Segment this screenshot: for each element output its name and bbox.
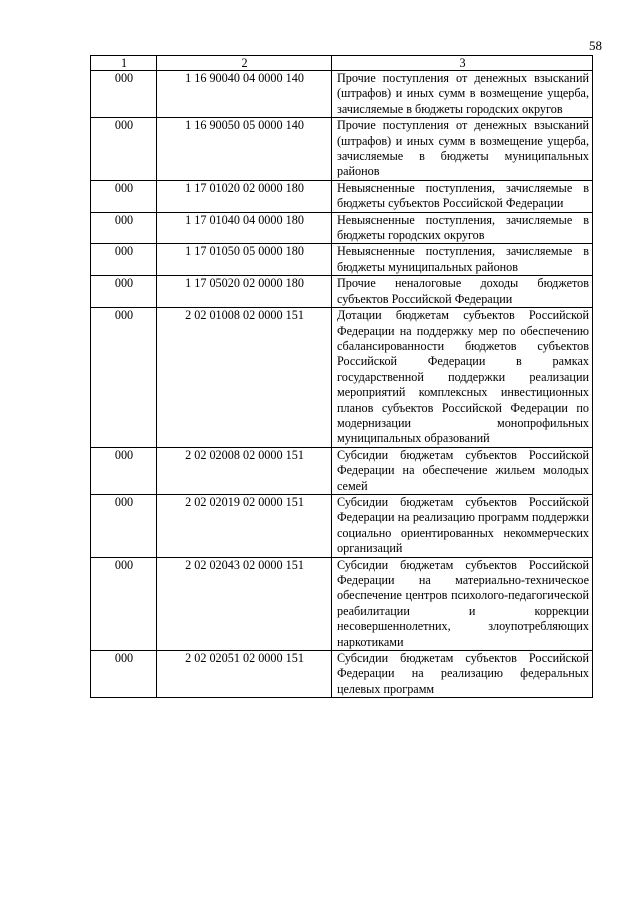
revenue-name-cell: Субсидии бюджетам субъектов Российской Федерации на обеспечение жильем молодых семей [332, 447, 593, 494]
admin-code-cell: 000 [91, 212, 157, 244]
revenue-name-cell: Прочие поступления от денежных взысканий (штрафов) и иных сумм в возмещение ущерба, зачисляемые в бюджеты муниципальных районов [332, 118, 593, 181]
table-row [91, 494, 593, 557]
table-row [91, 244, 593, 276]
revenue-name-cell: Субсидии бюджетам субъектов Российской Федерации на материально-техническое обеспечение центров психолого-педагогической реабилитации и коррекции несовершеннолетних, злоупотребляющих наркотиками [332, 557, 593, 650]
kbk-code-cell: 1 17 01020 02 0000 180 [157, 180, 332, 212]
table-row [91, 447, 593, 494]
table-row [91, 308, 593, 448]
admin-code-cell: 000 [91, 494, 157, 557]
admin-code-cell: 000 [91, 651, 157, 698]
column-header-2: 2 [157, 56, 332, 71]
kbk-code-cell: 2 02 02043 02 0000 151 [157, 557, 332, 650]
revenue-name-cell: Невыясненные поступления, зачисляемые в бюджеты городских округов [332, 212, 593, 244]
column-header-3: 3 [332, 56, 593, 71]
page-number: 58 [589, 38, 602, 53]
column-header-1: 1 [91, 56, 157, 71]
admin-code-cell: 000 [91, 244, 157, 276]
revenue-name-cell: Прочие поступления от денежных взысканий (штрафов) и иных сумм в возмещение ущерба, зачисляемые в бюджеты городских округов [332, 71, 593, 118]
kbk-code-cell: 2 02 02051 02 0000 151 [157, 651, 332, 698]
kbk-code-cell: 2 02 01008 02 0000 151 [157, 308, 332, 448]
admin-code-cell: 000 [91, 276, 157, 308]
admin-code-cell: 000 [91, 557, 157, 650]
revenue-name-cell: Прочие неналоговые доходы бюджетов субъектов Российской Федерации [332, 276, 593, 308]
admin-code-cell: 000 [91, 308, 157, 448]
table-row [91, 557, 593, 650]
revenue-name-cell: Невыясненные поступления, зачисляемые в бюджеты муниципальных районов [332, 244, 593, 276]
revenue-name-cell: Дотации бюджетам субъектов Российской Федерации на поддержку мер по обеспечению сбалансированности бюджетов субъектов Российской Федерации в рамках государственной поддержки реализации мероприятий комплексных инвестиционных планов субъектов Российской Федерации по модернизации монопрофильных муниципальных образований [332, 308, 593, 448]
table-header-row [91, 56, 593, 71]
kbk-code-cell: 1 16 90040 04 0000 140 [157, 71, 332, 118]
table-row [91, 651, 593, 698]
budget-codes-table [90, 55, 593, 698]
kbk-code-cell: 1 17 01050 05 0000 180 [157, 244, 332, 276]
table-row [91, 71, 593, 118]
revenue-name-cell: Невыясненные поступления, зачисляемые в бюджеты субъектов Российской Федерации [332, 180, 593, 212]
kbk-code-cell: 2 02 02008 02 0000 151 [157, 447, 332, 494]
table-row [91, 118, 593, 181]
revenue-name-cell: Субсидии бюджетам субъектов Российской Федерации на реализацию программ поддержки социально ориентированных некоммерческих организаций [332, 494, 593, 557]
table-row [91, 180, 593, 212]
table-row [91, 212, 593, 244]
admin-code-cell: 000 [91, 71, 157, 118]
kbk-code-cell: 1 17 01040 04 0000 180 [157, 212, 332, 244]
revenue-name-cell: Субсидии бюджетам субъектов Российской Федерации на реализацию федеральных целевых программ [332, 651, 593, 698]
kbk-code-cell: 1 17 05020 02 0000 180 [157, 276, 332, 308]
admin-code-cell: 000 [91, 118, 157, 181]
kbk-code-cell: 2 02 02019 02 0000 151 [157, 494, 332, 557]
admin-code-cell: 000 [91, 180, 157, 212]
table-row [91, 276, 593, 308]
admin-code-cell: 000 [91, 447, 157, 494]
kbk-code-cell: 1 16 90050 05 0000 140 [157, 118, 332, 181]
